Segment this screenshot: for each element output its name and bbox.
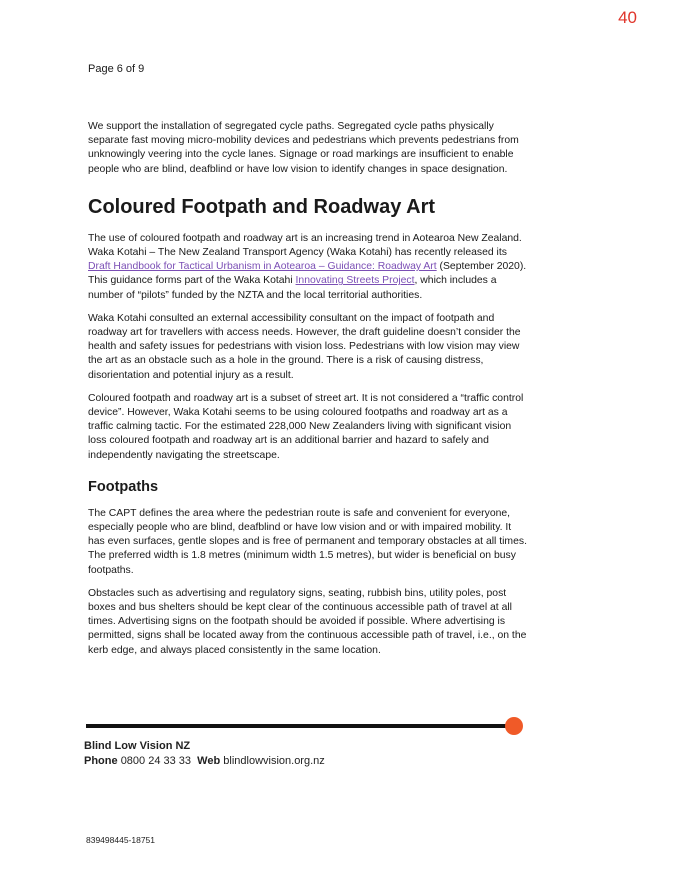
footer-divider (86, 724, 506, 728)
phone-label: Phone (84, 755, 118, 767)
paragraph-capt: The CAPT defines the area where the pedestrian route is safe and convenient for everyone, especially people who are blind, deafblind or have low vision and or with impaired mobility. It has even surfaces, gentle slopes and is free of permanent and temporary obstacles at all times. The preferred width is 1.8 metres (minimum width 1.5 metres), but wider is beneficial on busy footpaths. (88, 507, 527, 576)
website-link[interactable]: blindlowvision.org.nz (223, 755, 325, 767)
section-heading-footpaths: Footpaths (88, 478, 159, 495)
section-heading-coloured-footpath: Coloured Footpath and Roadway Art (88, 195, 436, 218)
page-of-label: Page 6 of 9 (88, 63, 145, 75)
paragraph-obstacles: Obstacles such as advertising and regulatory signs, seating, rubbish bins, utility poles, post boxes and bus shelters should be kept clear of the continuous accessible path of travel at all times. Advertising signs on the footpath should be avoided if possible. Where advertising is permitted, signs shall be located away from the continuous accessible path of travel, i.e., on the kerb edge, and always placed consistently in the same location. (88, 587, 527, 656)
intro-paragraph: We support the installation of segregated cycle paths. Segregated cycle paths physically separate fast moving micro-mobility devices and pedestrians which prevents pedestrians from unknowingly veering into the cycle lanes. Signage or road markings are insufficient to enable people who are blind, deafblind or have low vision to identify changes in space designation. (88, 121, 519, 175)
footer-contact (84, 755, 325, 767)
document-body (88, 120, 530, 667)
paragraph-text: , which includes a number of “pilots” funded by the NZTA and the local territorial authorities. (88, 275, 497, 301)
paragraph-street-art: Coloured footpath and roadway art is a subset of street art. It is not considered a “traffic control device”. However, Waka Kotahi seems to be using coloured footpaths and roadway art as a traffic calming tactic. For the estimated 228,000 New Zealanders living with significant vision loss coloured footpath and roadway art is an additional barrier and hazard to safely and independently navigating the streetscape. (88, 392, 524, 461)
footer-org-name: Blind Low Vision NZ (84, 740, 191, 752)
paragraph-roadway-art-trend (88, 232, 530, 303)
link-innovating-streets[interactable]: Innovating Streets Project (295, 275, 415, 287)
paragraph-text: (September 2020). This guidance forms part of the Waka Kotahi (88, 261, 527, 287)
paragraph-consultant: Waka Kotahi consulted an external accessibility consultant on the impact of footpath and roadway art for travellers with access needs. However, the draft guideline doesn’t consider the health and safety issues for pedestrians with vision loss. Pedestrians with low vision may view the art as an obstacle such as a hole in the ground. There is a risk of causing distress, disorientation and potential injury as a result. (88, 312, 521, 381)
page-number: 40 (618, 8, 637, 27)
paragraph-text: The use of coloured footpath and roadway art is an increasing trend in Aotearoa New Zealand. Waka Kotahi – The New Zealand Transport Agency (Waka Kotahi) has recently released its (88, 232, 522, 259)
web-label: Web (197, 755, 221, 767)
link-draft-handbook[interactable]: Draft Handbook for Tactical Urbanism in Aotearoa – Guidance: Roadway Art (88, 261, 437, 273)
document-id: 839498445-18751 (86, 835, 156, 845)
phone-number[interactable]: 0800 24 33 33 (120, 755, 192, 767)
footer-brand-dot (505, 717, 523, 735)
